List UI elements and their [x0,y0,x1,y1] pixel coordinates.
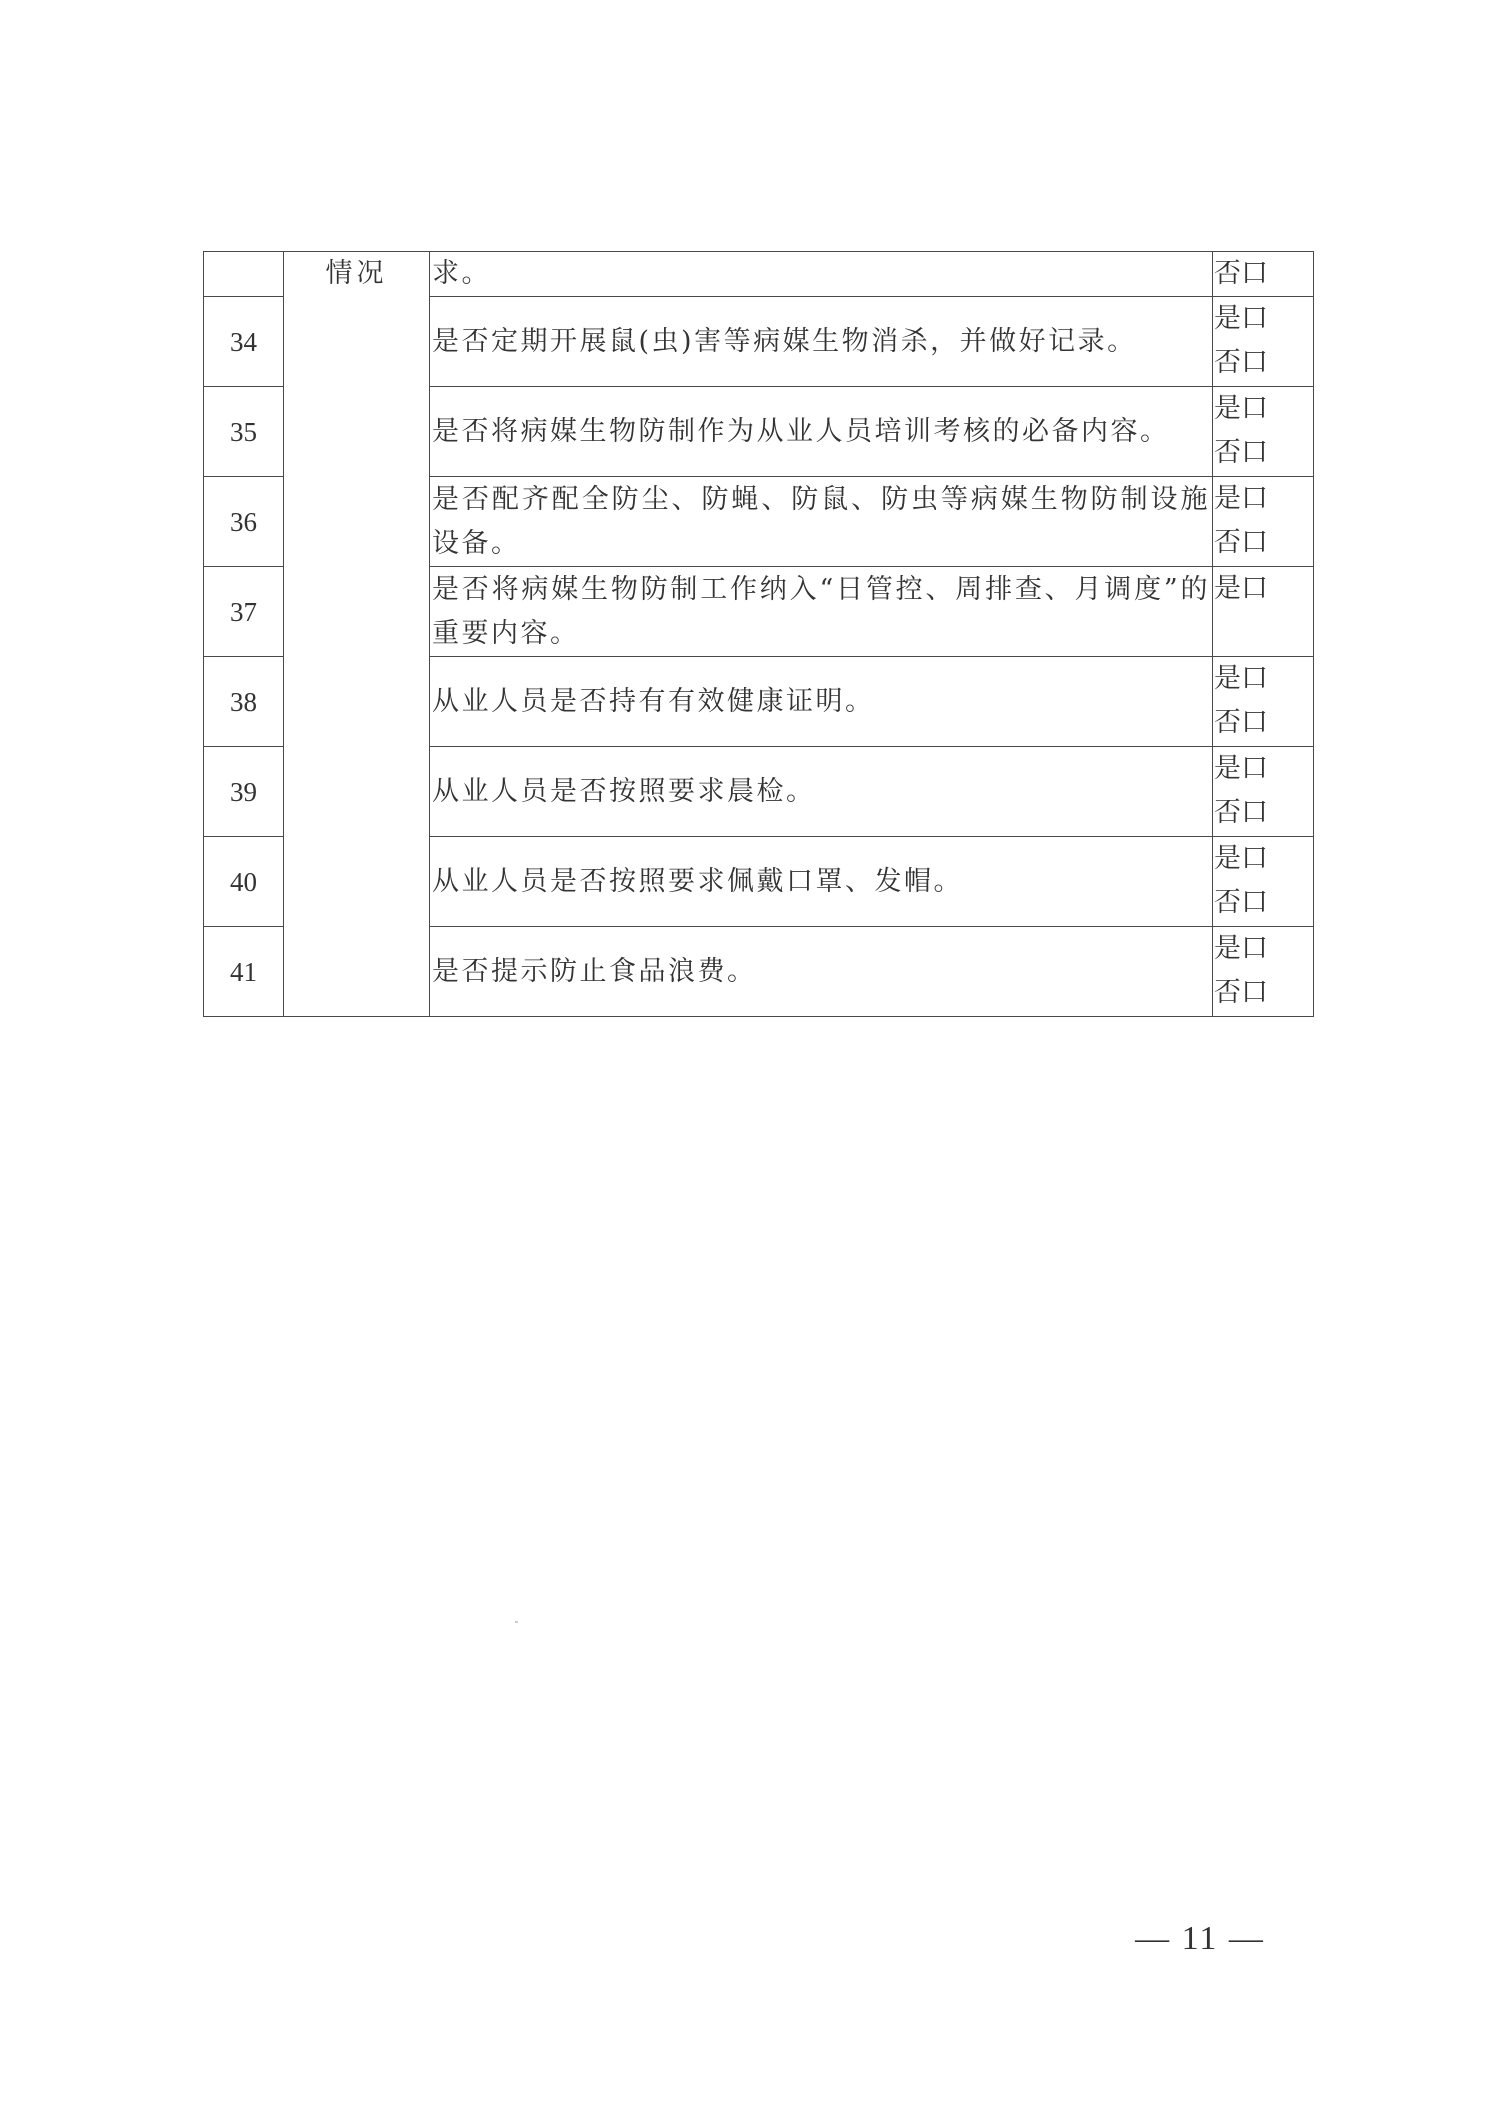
check-cell [1213,297,1314,387]
inspection-checklist-table [203,251,1314,1017]
check-cell [1213,387,1314,477]
row-content-cell [430,252,1213,297]
check-cell [1213,927,1314,1017]
row-content: 是否配齐配全防尘、防蝇、防鼠、防虫等病媒生物防制设施设备。 [432,483,1210,559]
row-content: 从业人员是否按照要求晨检。 [432,775,816,807]
no-checkbox[interactable]: 否口 [1214,797,1268,828]
row-number-cell: 39 [204,747,284,837]
table-row-continued [204,252,1314,297]
check-cell [1213,657,1314,747]
check-cell [1213,252,1314,297]
check-cell [1213,477,1314,567]
row-content-cell [430,837,1213,927]
page-number: — 11 — [1135,1920,1265,1957]
row-content-cell [430,657,1213,747]
row-content: 从业人员是否持有有效健康证明。 [432,685,875,717]
row-content-cell [430,477,1213,567]
row-content: 是否提示防止食品浪费。 [432,955,757,987]
yes-checkbox[interactable]: 是口 [1214,573,1268,604]
row-content-cell [430,297,1213,387]
row-number-cell [204,252,284,297]
row-number-cell: 40 [204,837,284,927]
row-number-cell: 35 [204,387,284,477]
row-content-cell [430,747,1213,837]
yes-checkbox[interactable]: 是口 [1214,393,1268,424]
no-checkbox[interactable]: 否口 [1214,977,1268,1008]
yes-checkbox[interactable]: 是口 [1214,483,1268,514]
check-cell [1213,567,1314,657]
no-checkbox[interactable]: 否口 [1214,347,1268,378]
row-content: 求。 [432,258,491,289]
category-cell [284,252,430,1017]
row-content: 是否定期开展鼠(虫)害等病媒生物消杀，并做好记录。 [432,325,1137,357]
yes-checkbox[interactable]: 是口 [1214,753,1268,784]
row-number-cell: 38 [204,657,284,747]
no-checkbox[interactable]: 否口 [1214,258,1268,289]
row-number-cell: 36 [204,477,284,567]
yes-checkbox[interactable]: 是口 [1214,663,1268,694]
row-content-cell [430,927,1213,1017]
row-content-cell [430,387,1213,477]
no-checkbox[interactable]: 否口 [1214,527,1268,558]
check-cell [1213,747,1314,837]
row-number-cell: 37 [204,567,284,657]
yes-checkbox[interactable]: 是口 [1214,933,1268,964]
row-content-cell [430,567,1213,657]
check-cell [1213,837,1314,927]
category-label: 情况 [325,258,388,289]
yes-checkbox[interactable]: 是口 [1214,303,1268,334]
yes-checkbox[interactable]: 是口 [1214,843,1268,874]
row-content: 是否将病媒生物防制作为从业人员培训考核的必备内容。 [432,415,1170,447]
scan-speck [515,1621,518,1623]
row-content: 是否将病媒生物防制工作纳入“日管控、周排查、月调度”的重要内容。 [432,573,1210,649]
no-checkbox[interactable]: 否口 [1214,707,1268,738]
no-checkbox[interactable]: 否口 [1214,437,1268,468]
no-checkbox[interactable]: 否口 [1214,887,1268,918]
row-number-cell: 41 [204,927,284,1017]
row-content: 从业人员是否按照要求佩戴口罩、发帽。 [432,865,963,897]
row-number-cell: 34 [204,297,284,387]
